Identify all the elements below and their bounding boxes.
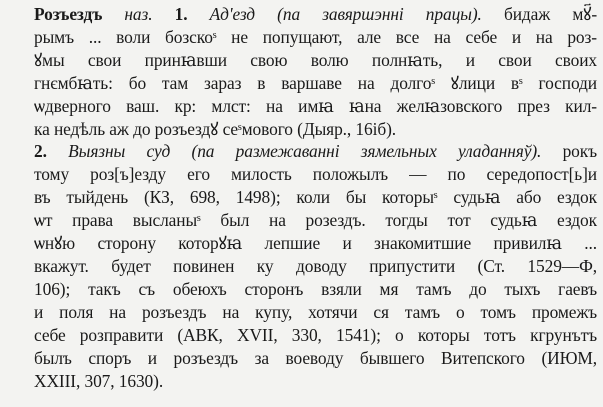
sense-number: 1. bbox=[174, 4, 188, 24]
citation-line: ꙋмы свои принꙗвши свою волю полнꙗть, и свои своих bbox=[34, 49, 597, 70]
entry-sense-2 bbox=[10, 140, 597, 392]
headword: Розъездъ bbox=[34, 4, 103, 24]
citation-line: себе розправити (АВК, XVII, 330, 1541); о которы тотъ кгрунътъ bbox=[34, 324, 597, 345]
entry-sense-1 bbox=[10, 3, 597, 140]
citation-line: тому роз[ъ]езду его милость положылъ — по середопост[ь]и bbox=[34, 164, 597, 185]
grammar-label: наз. bbox=[124, 4, 153, 24]
citation-line: ка недѣль аж до розъездꙋ сеˢмового (Дыяр., 16іб). bbox=[34, 118, 397, 139]
entry-line bbox=[34, 3, 597, 26]
citation-line: ѡт права высланыˢ был на розездъ. тогды тот судьꙗ ездок bbox=[34, 210, 597, 231]
sense-definition: Ад'езд (па завяршэнні працы). bbox=[209, 4, 482, 24]
entry-line bbox=[34, 140, 597, 163]
citation-text: рокъ bbox=[562, 141, 598, 162]
citation-line: вкажут. будет повинен ку доводу припустити (Ст. 1529—Ф, bbox=[34, 255, 597, 276]
citation-line: и поля на розъездъ на купу, хотячи ся тамъ о томъ промежъ bbox=[34, 301, 597, 322]
citation-line: 106); такъ съ обеюхъ сторонъ взяли мя тамъ до тыхъ гаевъ bbox=[34, 278, 597, 299]
citation-line: XXIII, 307, 1630). bbox=[34, 370, 164, 391]
sense-definition: Выязны суд (па размежаванні зямельных уладанняў). bbox=[68, 141, 542, 162]
citation-line: ѡдверного ваш. кр: млст: на имꙗ ꙗна желꙗзовского през кил- bbox=[34, 95, 597, 116]
citation-line: рымъ ... воли бозскоˢ не попущают, але все на себе и на роз- bbox=[34, 26, 597, 47]
citation-line: ѡнꙋю сторону которꙋꙗ лепшие и знакомитшие привилꙗ ... bbox=[34, 233, 597, 254]
citation-line: въ тыйдень (КЗ, 698, 1498); коли бы которыˢ судьꙗ або ездок bbox=[34, 187, 597, 208]
citation-text: бидаж мꙋ҃- bbox=[503, 4, 598, 24]
citation-line: гнємбꙗть: бо там зараз в варшаве на долгоˢ ꙋлици вˢ господи bbox=[34, 72, 597, 93]
sense-number: 2. bbox=[34, 141, 47, 162]
citation-line: былъ споръ и розъездъ за воеводу бывшего Витепского (ИЮМ, bbox=[34, 347, 597, 368]
